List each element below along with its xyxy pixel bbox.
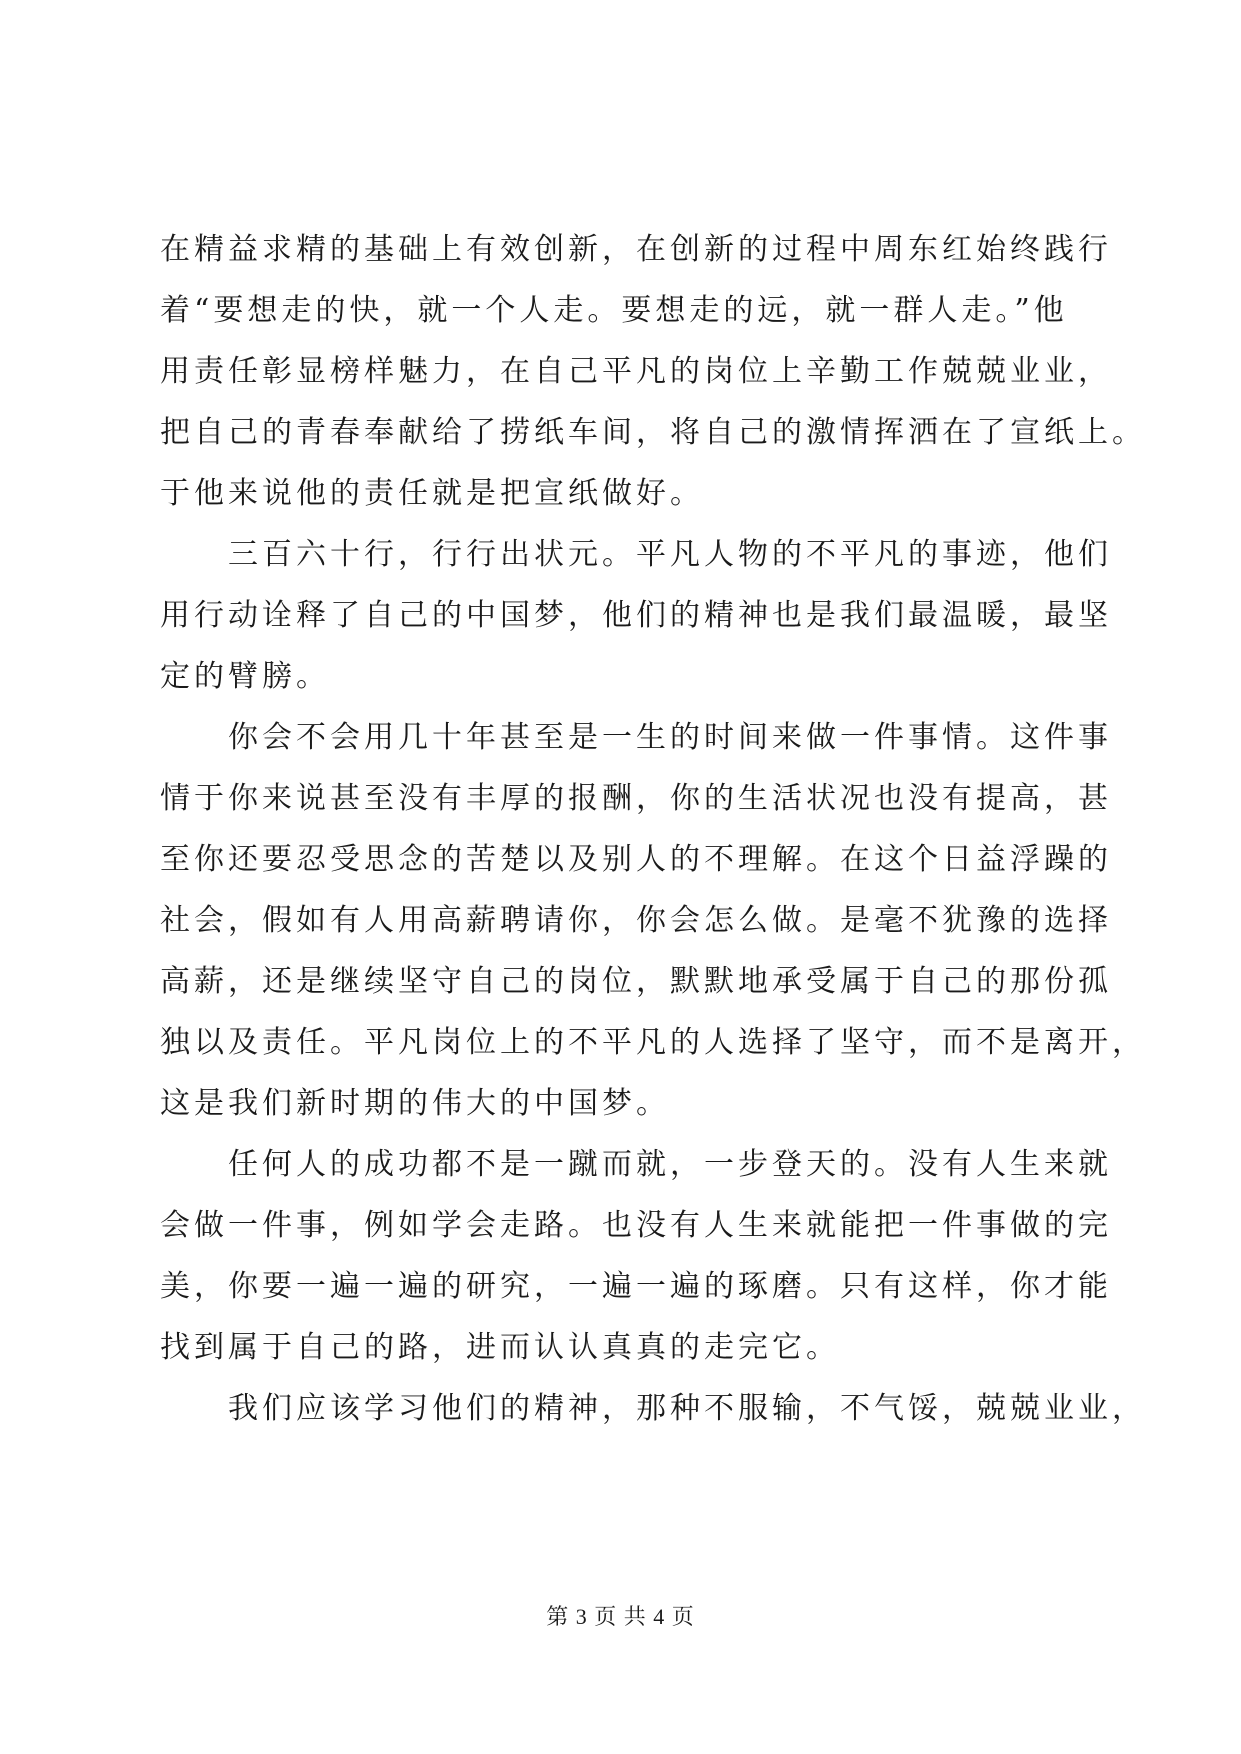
paragraph-2 (160, 524, 1112, 707)
text-line: 高薪，还是继续坚守自己的岗位，默默地承受属于自己的那份孤 (160, 964, 1112, 999)
text-line: 独以及责任。平凡岗位上的不平凡的人选择了坚守，而不是离开， (160, 1025, 1146, 1060)
document-body (160, 219, 1146, 1439)
text-line: 任何人的成功都不是一蹴而就，一步登天的。没有人生来就 (228, 1147, 1112, 1182)
page-number-label: 第 3 页 共 4 页 (546, 1604, 695, 1629)
text-line: 用责任彰显榜样魅力，在自己平凡的岗位上辛勤工作兢兢业业， (160, 354, 1112, 389)
text-line: 于他来说他的责任就是把宣纸做好。 (160, 476, 704, 511)
text-line: 你会不会用几十年甚至是一生的时间来做一件事情。这件事 (228, 720, 1112, 755)
text-line: 我们应该学习他们的精神，那种不服输，不气馁，兢兢业业， (228, 1391, 1146, 1426)
text-line: 至你还要忍受思念的苦楚以及别人的不理解。在这个日益浮躁的 (160, 842, 1112, 877)
page-footer (0, 1600, 1241, 1631)
text-line: 会做一件事，例如学会走路。也没有人生来就能把一件事做的完 (160, 1208, 1112, 1243)
text-line: 找到属于自己的路，进而认认真真的走完它。 (160, 1330, 840, 1365)
text-line: 美，你要一遍一遍的研究，一遍一遍的琢磨。只有这样，你才能 (160, 1269, 1112, 1304)
paragraph-1 (160, 219, 1146, 524)
text-line: 这是我们新时期的伟大的中国梦。 (160, 1086, 670, 1121)
text-line: 在精益求精的基础上有效创新，在创新的过程中周东红始终践行 (160, 232, 1112, 267)
paragraph-5 (160, 1378, 1146, 1439)
text-line: 定的臂膀。 (160, 659, 330, 694)
text-line: 社会，假如有人用高薪聘请你，你会怎么做。是毫不犹豫的选择 (160, 903, 1112, 938)
text-line: 着“要想走的快，就一个人走。要想走的远，就一群人走。”他 (160, 293, 1068, 328)
text-line: 情于你来说甚至没有丰厚的报酬，你的生活状况也没有提高，甚 (160, 781, 1112, 816)
text-line: 三百六十行，行行出状元。平凡人物的不平凡的事迹，他们 (228, 537, 1112, 572)
text-line: 用行动诠释了自己的中国梦，他们的精神也是我们最温暖，最坚 (160, 598, 1112, 633)
paragraph-4 (160, 1134, 1112, 1378)
paragraph-3 (160, 707, 1146, 1134)
text-line: 把自己的青春奉献给了捞纸车间，将自己的激情挥洒在了宣纸上。 (160, 415, 1146, 450)
